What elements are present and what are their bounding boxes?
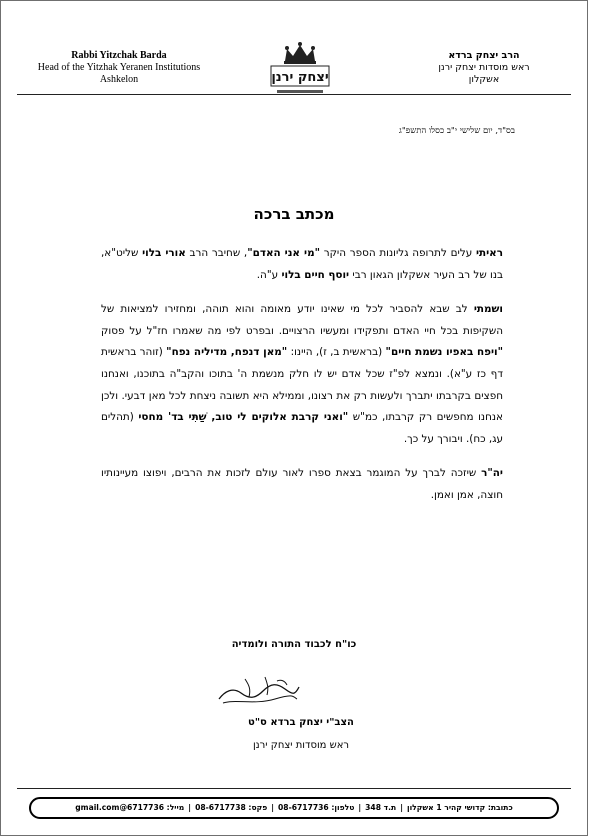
header-english	[19, 50, 219, 86]
body-paragraph	[101, 243, 503, 286]
text-run: ע"ה.	[256, 268, 282, 281]
text-run: , שחיבר הרב	[185, 247, 248, 259]
text-run: עלים לתרופה גליונות הספר היקר	[320, 247, 476, 259]
bold-phrase: ראיתי	[475, 247, 503, 259]
footer-separator: |	[400, 803, 403, 812]
text-run: (זוהר בראשית דף כז ע"א). ונמצא לפ"ז שכל אדם יש לו חלק מנשמת ה' בתוכו והקב"ה בתוכנו, ואנחנו חפצים בקרבתו יתברך ולעשות רק את רצונו, וממילא היא תשובה ניצחת לכל מאן דבעי. ולכן אנחנו מחפשים רק קרבתו, כמ"ש	[101, 346, 503, 424]
letter-title: מכתב ברכה	[253, 205, 335, 223]
footer-separator: |	[271, 803, 274, 812]
bold-phrase: ושמתי	[473, 303, 503, 316]
bold-phrase: "מי אני האדם"	[247, 247, 320, 259]
letter-date: בס"ד, יום שלישי י"ב כסלו התשפ"ג	[399, 126, 515, 136]
hebrew-role: ראש מוסדות יצחק ירנן	[438, 62, 530, 73]
text-run: שליט"א, בנו של רב העיר אשקלון הגאון רבי	[101, 247, 503, 281]
body-paragraph	[101, 299, 503, 450]
english-name: Rabbi Yitzchak Barda	[71, 50, 167, 61]
footer-item: כתובת: קדושי קהיר 1 אשקלון	[406, 803, 513, 812]
bold-phrase: "ואני קרבת אלוקים לי טוב, שַׁתִּי בד' מחסי	[138, 411, 349, 424]
closing-line: כו"ח לכבוד התורה ולומדיה	[231, 639, 357, 650]
handwritten-signature	[215, 669, 301, 713]
bold-phrase: "ויפח באפיו נשמת חיים"	[385, 346, 504, 359]
letter-body	[101, 243, 503, 520]
bold-phrase: אורי בלוי	[142, 247, 186, 259]
english-city: Ashkelon	[99, 74, 139, 85]
text-run: (בראשית ב, ז), היינו:	[287, 346, 386, 359]
footer-rule	[17, 788, 571, 789]
bold-phrase: "מאן דנפח, מדיליה נפח"	[166, 346, 288, 359]
footer-item: פקס: 08-6717738	[195, 803, 268, 812]
text-run: שיזכה לברך על המוגמר בצאת ספרו לאור עולם לזכות את הרבים, ויפוצו מעיינותיו חוצה, אמן ואמן.	[101, 467, 503, 501]
bold-phrase: יה"ר	[481, 467, 503, 480]
institution-logo	[269, 41, 331, 99]
hebrew-city: אשקלון	[468, 74, 500, 85]
footer-item: ת.ד 348	[365, 803, 397, 812]
footer-separator: |	[358, 803, 362, 812]
hebrew-name: הרב יצחק ברדא	[448, 50, 520, 61]
footer-separator: |	[188, 803, 192, 812]
footer-item: מייל: 6717736@gmail.com	[75, 803, 185, 812]
signer-name: הצב"י יצחק ברדא ס"ט	[248, 717, 354, 728]
english-role: Head of the Yitzhak Yeranen Institutions	[37, 62, 201, 73]
header-hebrew	[399, 50, 569, 86]
header-rule	[17, 94, 571, 95]
bold-phrase: יוסף חיים בלוי	[281, 268, 350, 281]
body-paragraph	[101, 463, 503, 506]
footer-contact-bar	[29, 797, 559, 819]
text-run: לב שבא להסביר לכל מי שאינו יודע מאומה והוא תוהה, ומחזירו למציאות של השקיפות בכל חיי האדם ותפקידו ומעשיו הרצויים. ובפרט לפי מה שאמרו חז"ל על פסוק	[101, 303, 503, 337]
footer-item: טלפון: 08-6717736	[278, 803, 355, 812]
signer-role: ראש מוסדות יצחק ירנן	[252, 740, 350, 751]
text-run: (תהלים עג, כח). ויבורך על כך.	[101, 411, 503, 445]
crown-icon	[284, 42, 316, 64]
logo-text: יצחק ירנן	[271, 70, 329, 85]
